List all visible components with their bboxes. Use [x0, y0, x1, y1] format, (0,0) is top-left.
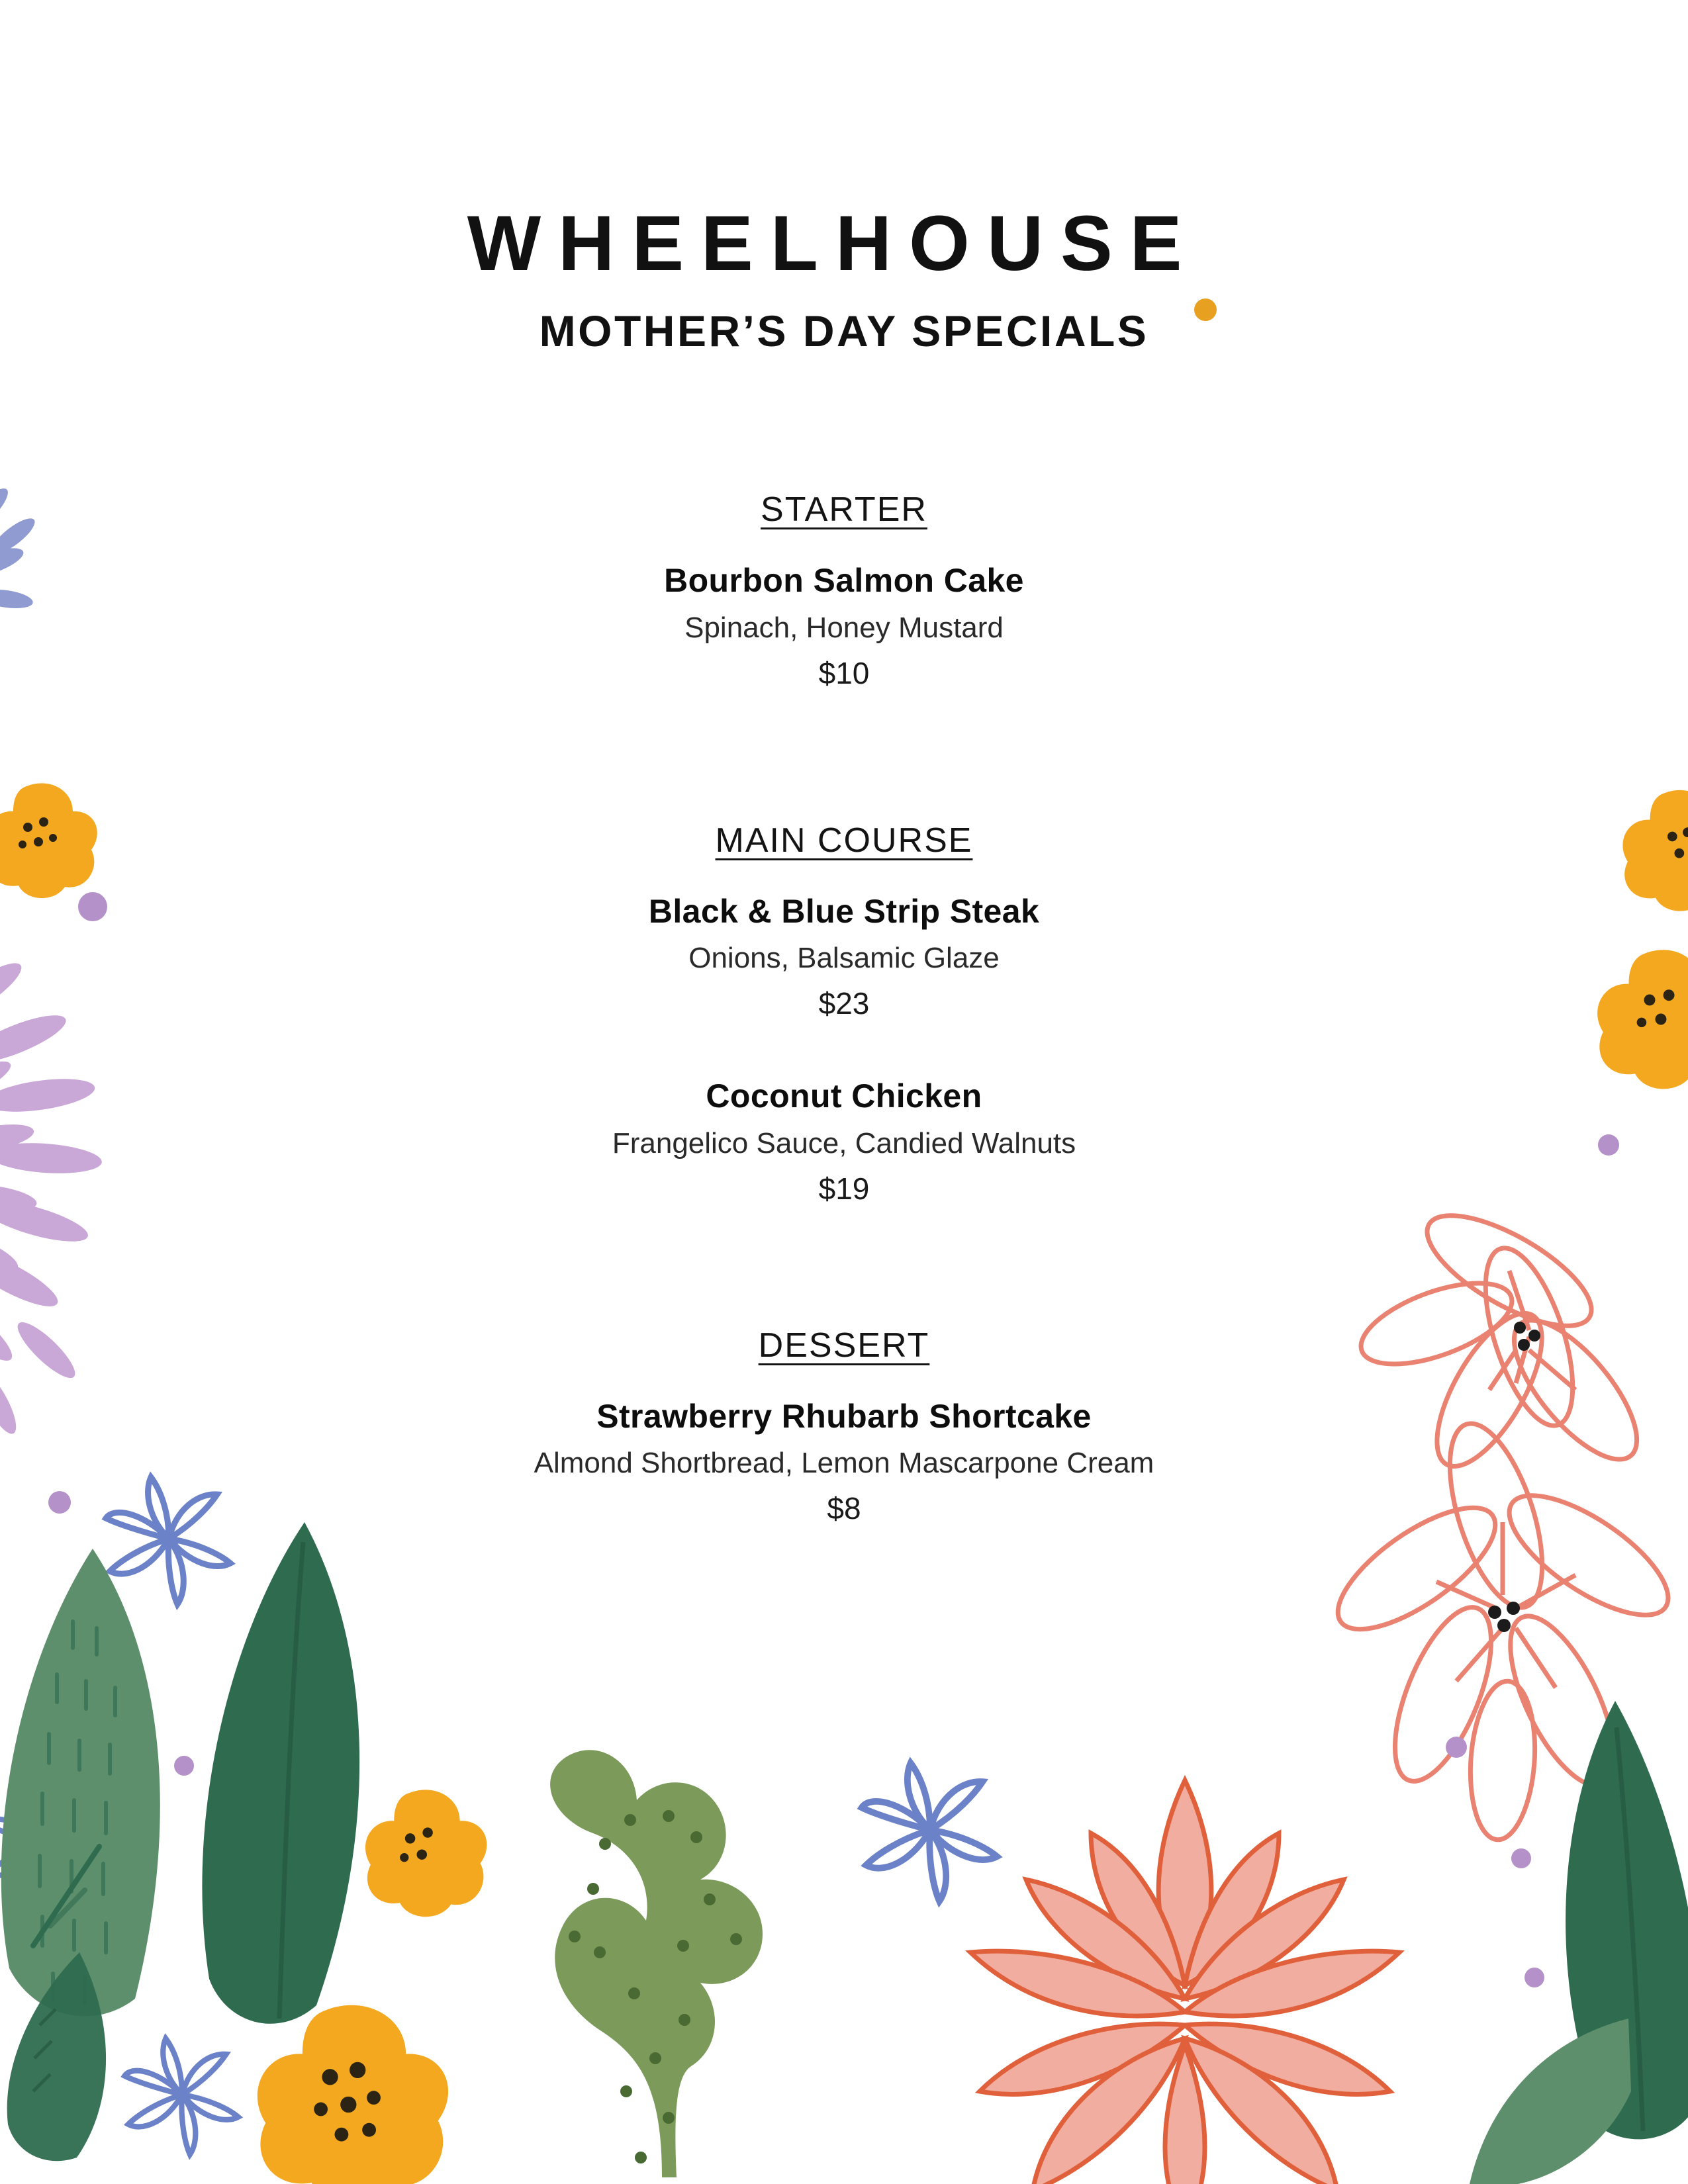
dot-cluster-lilac-left: [66, 880, 119, 933]
brand-text: WHEELHOUSE: [467, 200, 1199, 287]
star-flower-blue-left-2: [0, 1774, 113, 1913]
menu-item-price: $19: [818, 1171, 870, 1206]
dot-cluster-lilac-right-3: [1503, 1840, 1540, 1877]
dot-cluster-lilac-left-2: [40, 1482, 79, 1522]
stem-dashes-green: [20, 1827, 126, 1959]
menu-item-price: $8: [827, 1491, 861, 1525]
brand-logo-title: [450, 199, 1239, 289]
coral-seaweed-olive: [463, 1747, 874, 2184]
menu-item: [348, 1075, 1340, 1206]
dot-cluster-lilac-right-1: [1589, 1125, 1628, 1165]
poppy-flower-yellow-right-top: [1615, 788, 1688, 913]
brand-dot-icon: [1194, 298, 1217, 321]
menu-item-price: $23: [818, 986, 870, 1021]
section-title-main-course: MAIN COURSE: [715, 821, 973, 860]
dot-cluster-lilac-right-4: [1516, 1959, 1553, 1996]
lotus-flower-coral: [933, 1760, 1436, 2184]
menu-item-description: Almond Shortbread, Lemon Mascarpone Cream: [534, 1447, 1154, 1479]
menu-item-name: Strawberry Rhubarb Shortcake: [596, 1397, 1092, 1435]
chrysanthemum-burst-left-main: [0, 940, 225, 1456]
menu-section-dessert: [348, 1326, 1340, 1527]
dot-cluster-lilac-right-2: [1436, 1727, 1476, 1767]
leaf-green-dark-right: [1542, 1694, 1688, 2158]
section-title-starter: STARTER: [761, 490, 927, 529]
menu-section-starter: [348, 490, 1340, 691]
dot-cluster-lilac-left-3: [165, 1747, 203, 1784]
menu-body: [348, 490, 1340, 1526]
menu-item-price: $10: [818, 655, 870, 690]
leaf-green-dark-left-small: [0, 1946, 132, 2171]
chrysanthemum-burst-left-top: [0, 463, 159, 702]
menu-item-description: Spinach, Honey Mustard: [684, 611, 1004, 644]
menu-item-description: Frangelico Sauce, Candied Walnuts: [612, 1126, 1076, 1160]
menu-item-name: Bourbon Salmon Cake: [664, 562, 1024, 599]
section-spacer: [348, 691, 1340, 821]
poppy-flower-yellow-bottom-large: [245, 1999, 463, 2184]
star-flower-blue-left-1: [93, 1463, 245, 1615]
leaf-green-speckled-left: [0, 1542, 212, 2045]
leaf-green-mid-right: [1456, 2012, 1655, 2184]
section-spacer: [348, 1206, 1340, 1326]
menu-item: [348, 1396, 1340, 1527]
menu-item: [348, 891, 1340, 1022]
menu-section-main-course: [348, 821, 1340, 1206]
line-art-flower-coral-upper-right: [1311, 1171, 1688, 1542]
section-title-dessert: DESSERT: [758, 1326, 930, 1365]
menu-item-name: Coconut Chicken: [706, 1077, 982, 1115]
menu-item: [348, 560, 1340, 691]
star-flower-blue-left-3: [113, 2025, 252, 2164]
menu-subtitle: MOTHER’S DAY SPECIALS: [539, 306, 1149, 355]
menu-header: [0, 199, 1688, 356]
poppy-flower-yellow-right-mid: [1589, 946, 1688, 1092]
poppy-flower-yellow-bottom-small: [357, 1787, 496, 1919]
star-flower-blue-center: [847, 1747, 1013, 1913]
poppy-flower-yellow-left: [0, 781, 106, 900]
menu-item-description: Onions, Balsamic Glaze: [688, 942, 1000, 974]
leaf-green-dark-left: [192, 1516, 391, 2045]
menu-item-name: Black & Blue Strip Steak: [648, 892, 1040, 930]
